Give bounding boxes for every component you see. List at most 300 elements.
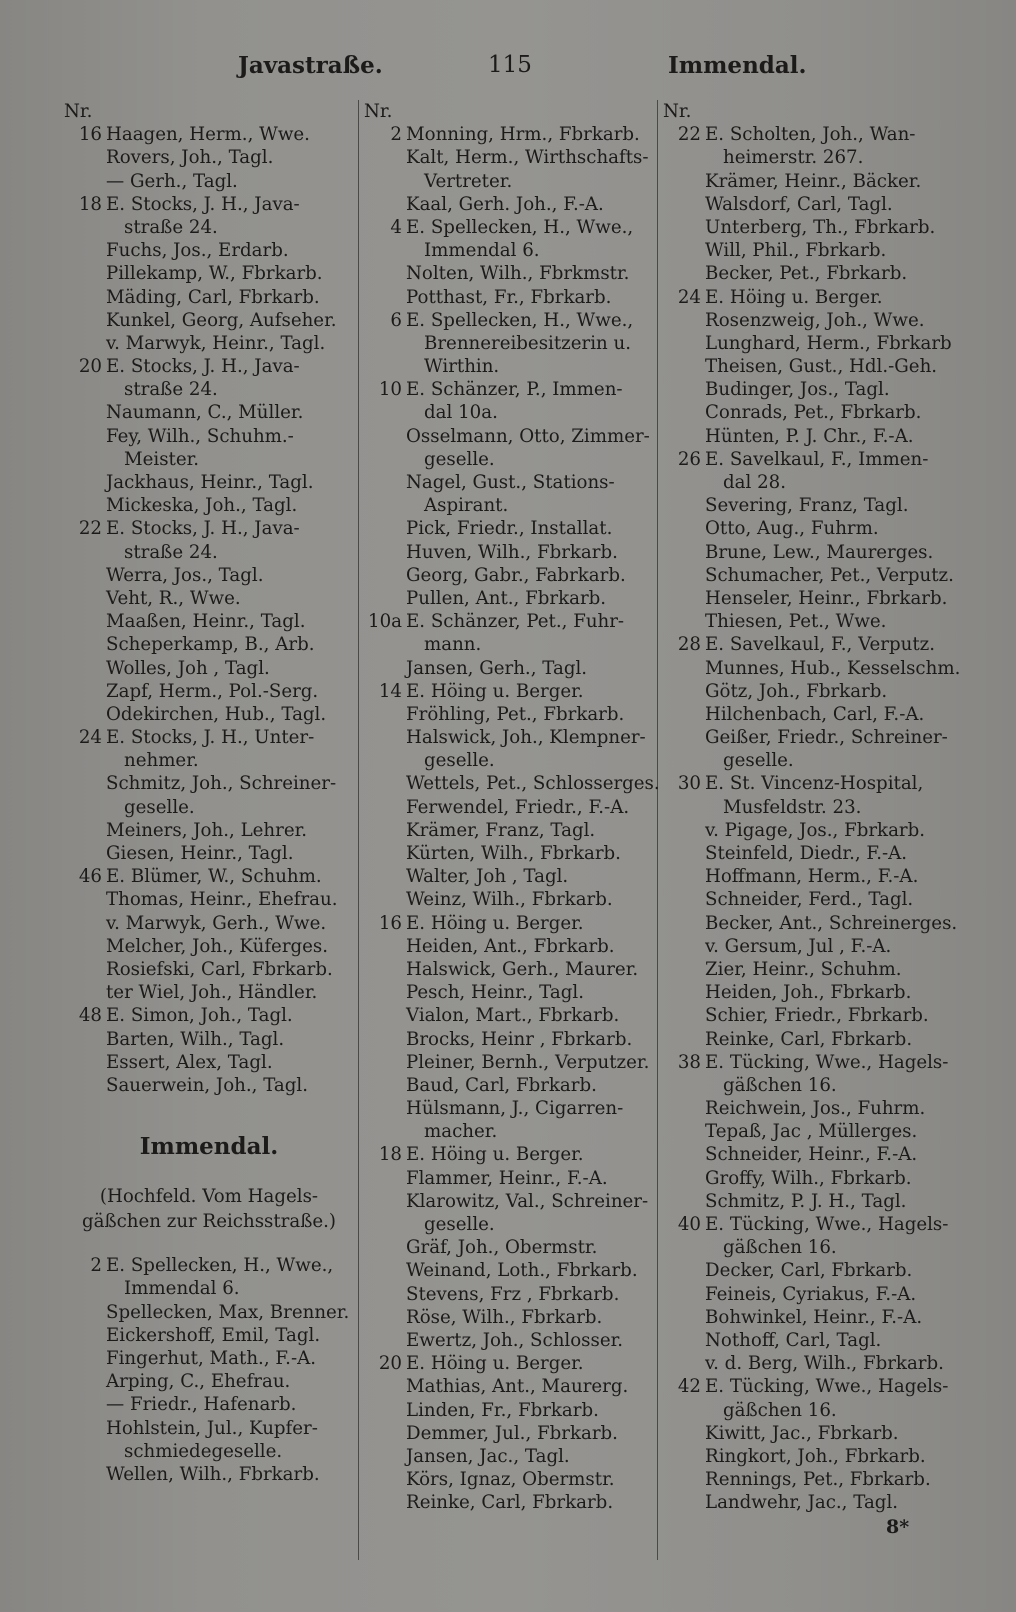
house-number	[64, 146, 106, 169]
house-number	[64, 633, 106, 656]
directory-entry	[663, 865, 963, 888]
directory-entry	[364, 703, 654, 726]
house-number	[364, 633, 406, 656]
directory-entry	[364, 123, 654, 146]
resident-text: Becker, Ant., Schreinerges.	[705, 912, 958, 934]
house-number	[663, 1190, 705, 1213]
resident-text: Schneider, Ferd., Tagl.	[705, 889, 914, 911]
resident-text: Melcher, Joh., Küferges.	[106, 935, 329, 957]
resident-text: Klarowitz, Val., Schreiner-	[406, 1190, 649, 1212]
house-number	[64, 958, 106, 981]
house-number	[364, 657, 406, 680]
directory-entry	[663, 1399, 963, 1422]
directory-entry	[364, 1004, 654, 1027]
directory-entry	[364, 657, 654, 680]
resident-text: Spellecken, Max, Brenner.	[106, 1301, 350, 1323]
directory-entry	[64, 1301, 354, 1324]
directory-entry	[364, 819, 654, 842]
section-title: Immendal.	[139, 1133, 279, 1161]
resident-text: Osselmann, Otto, Zimmer-	[406, 425, 650, 447]
house-number: 10a	[368, 611, 402, 633]
directory-entry	[64, 912, 354, 935]
directory-entry	[663, 123, 963, 146]
house-number: 22	[677, 124, 701, 146]
house-number	[663, 1236, 705, 1259]
house-number	[364, 1028, 406, 1051]
directory-entry	[64, 796, 354, 819]
directory-entry	[663, 517, 963, 540]
resident-text: Walter, Joh , Tagl.	[406, 866, 569, 888]
resident-text: — Friedr., Hafenarb.	[106, 1394, 297, 1416]
resident-text: Fey, Wilh., Schuhm.-	[106, 425, 294, 447]
house-number	[663, 935, 705, 958]
directory-entry	[663, 193, 963, 216]
resident-text: Nolten, Wilh., Fbrkmstr.	[406, 263, 630, 285]
directory-entry	[663, 1167, 963, 1190]
resident-text: Giesen, Heinr., Tagl.	[106, 843, 294, 864]
resident-text: Hoffmann, Herm., F.-A.	[705, 866, 919, 888]
house-number	[64, 1440, 106, 1463]
page-number: 115	[488, 52, 532, 78]
resident-text: Landwehr, Jac., Tagl.	[705, 1492, 899, 1514]
house-number	[364, 796, 406, 819]
directory-entry	[663, 170, 963, 193]
house-number	[663, 865, 705, 888]
resident-text: Henseler, Heinr., Fbrkarb.	[705, 587, 948, 609]
directory-entry	[64, 309, 354, 332]
house-number	[663, 517, 705, 540]
column-1	[64, 100, 354, 1486]
directory-entry	[64, 332, 354, 355]
house-number	[364, 564, 406, 587]
resident-text: gäßchen 16.	[723, 1399, 837, 1421]
resident-text: v. Gersum, Jul , F.-A.	[705, 935, 892, 957]
house-number	[364, 1422, 406, 1445]
resident-text: E. Savelkaul, F., Immen-	[705, 448, 929, 470]
directory-entry	[64, 170, 354, 193]
resident-text: v. Marwyk, Heinr., Tagl.	[106, 332, 326, 354]
directory-entry	[364, 378, 654, 401]
resident-text: Körs, Ignaz, Obermstr.	[406, 1469, 615, 1491]
house-number	[663, 332, 705, 355]
house-number	[364, 1167, 406, 1190]
house-number	[663, 262, 705, 285]
directory-entry	[364, 471, 654, 494]
resident-text: Ringkort, Joh., Fbrkarb.	[705, 1445, 926, 1467]
directory-entry	[663, 587, 963, 610]
directory-entry	[64, 541, 354, 564]
directory-entry	[364, 216, 654, 239]
directory-entry	[364, 981, 654, 1004]
house-number: 2	[390, 124, 402, 146]
directory-entry	[364, 425, 654, 448]
house-number	[663, 819, 705, 842]
directory-entry	[663, 494, 963, 517]
resident-text: Bohwinkel, Heinr., F.-A.	[705, 1306, 923, 1328]
directory-entry	[663, 1097, 963, 1120]
house-number	[64, 1277, 106, 1300]
house-number	[64, 1347, 106, 1370]
resident-text: Jackhaus, Heinr., Tagl.	[106, 472, 314, 493]
house-number: 14	[378, 680, 402, 702]
directory-entry	[663, 564, 963, 587]
house-number	[663, 1259, 705, 1282]
house-number	[364, 1004, 406, 1027]
resident-text: Conrads, Pet., Fbrkarb.	[705, 402, 922, 424]
resident-text: E. Höing u. Berger.	[406, 680, 584, 702]
directory-entry	[64, 517, 354, 540]
resident-text: Krämer, Heinr., Bäcker.	[705, 170, 922, 192]
directory-entry	[663, 633, 963, 656]
directory-entry	[64, 842, 354, 865]
resident-text: Monning, Hrm., Fbrkarb.	[406, 124, 640, 146]
house-number: 16	[378, 912, 402, 934]
resident-text: Kürten, Wilh., Fbrkarb.	[406, 843, 621, 864]
resident-text: Fuchs, Jos., Erdarb.	[106, 240, 289, 262]
directory-entry	[364, 309, 654, 332]
house-number	[64, 262, 106, 285]
house-number	[64, 332, 106, 355]
resident-text: E. St. Vincenz-Hospital,	[705, 773, 924, 795]
directory-entry	[64, 1440, 354, 1463]
directory-entry	[364, 1213, 654, 1236]
house-number	[64, 657, 106, 680]
resident-text: Reinke, Carl, Fbrkarb.	[406, 1492, 614, 1514]
directory-entry	[364, 796, 654, 819]
house-number	[364, 749, 406, 772]
directory-entry	[663, 1259, 963, 1282]
resident-text: Brocks, Heinr , Fbrkarb.	[406, 1028, 633, 1050]
house-number	[663, 1097, 705, 1120]
house-number: 48	[78, 1005, 102, 1027]
house-number: 6	[390, 309, 402, 331]
resident-text: Pillekamp, W., Fbrkarb.	[106, 263, 323, 285]
directory-entry	[663, 378, 963, 401]
resident-text: geselle.	[424, 750, 495, 772]
directory-entry	[64, 819, 354, 842]
house-number	[364, 842, 406, 865]
resident-text: heimerstr. 267.	[723, 147, 864, 169]
resident-text: Potthast, Fr., Fbrkarb.	[406, 286, 612, 308]
signature-mark: 8*	[886, 1516, 910, 1538]
directory-entry	[64, 1028, 354, 1051]
directory-entry	[663, 703, 963, 726]
resident-text: Ferwendel, Friedr., F.-A.	[406, 796, 630, 818]
resident-text: E. Stocks, J. H., Java-	[106, 193, 300, 215]
directory-entry	[64, 1393, 354, 1416]
house-number	[64, 703, 106, 726]
directory-entry	[64, 633, 354, 656]
resident-text: Werra, Jos., Tagl.	[106, 564, 264, 586]
directory-entry	[64, 1347, 354, 1370]
directory-entry	[64, 146, 354, 169]
house-number: 16	[78, 124, 102, 146]
resident-text: Lunghard, Herm., Fbrkarb	[705, 332, 952, 354]
house-number	[364, 1445, 406, 1468]
resident-text: Fingerhut, Math., F.-A.	[106, 1348, 317, 1370]
resident-text: Becker, Pet., Fbrkarb.	[705, 263, 908, 285]
resident-text: Götz, Joh., Fbrkarb.	[705, 680, 888, 702]
house-number: 20	[78, 356, 102, 378]
resident-text: Kaal, Gerh. Joh., F.-A.	[406, 193, 604, 215]
directory-entry	[64, 657, 354, 680]
resident-text: Thomas, Heinr., Ehefrau.	[106, 889, 338, 911]
directory-entry	[364, 958, 654, 981]
nr-label: Nr.	[364, 101, 393, 122]
directory-entry	[364, 1352, 654, 1375]
house-number	[64, 425, 106, 448]
directory-entry	[64, 1277, 354, 1300]
resident-text: Rovers, Joh., Tagl.	[106, 147, 274, 169]
directory-entry	[663, 1352, 963, 1375]
resident-text: E. Höing u. Berger.	[406, 1353, 584, 1375]
house-number	[64, 239, 106, 262]
resident-text: Pullen, Ant., Fbrkarb.	[406, 587, 607, 609]
resident-text: dal 28.	[723, 472, 787, 493]
resident-text: Jansen, Gerh., Tagl.	[406, 657, 588, 679]
directory-entry	[663, 1028, 963, 1051]
house-number	[64, 309, 106, 332]
house-number	[64, 842, 106, 865]
resident-text: Nagel, Gust., Stations-	[406, 472, 615, 493]
directory-entry	[663, 448, 963, 471]
directory-entry	[364, 1051, 654, 1074]
house-number	[364, 471, 406, 494]
resident-text: gäßchen 16.	[723, 1237, 837, 1259]
house-number	[663, 1352, 705, 1375]
directory-entry	[364, 262, 654, 285]
house-number	[663, 981, 705, 1004]
resident-text: E. Schänzer, Pet., Fuhr-	[406, 611, 625, 633]
resident-text: Maaßen, Heinr., Tagl.	[106, 611, 306, 633]
house-number	[64, 749, 106, 772]
directory-entry	[663, 610, 963, 633]
house-number	[64, 587, 106, 610]
house-number	[663, 1120, 705, 1143]
directory-entry	[64, 401, 354, 424]
house-number	[64, 286, 106, 309]
resident-text: Wolles, Joh , Tagl.	[106, 657, 270, 679]
resident-text: Wirthin.	[424, 356, 500, 378]
resident-text: Wellen, Wilh., Fbrkarb.	[106, 1463, 320, 1485]
resident-text: Baud, Carl, Fbrkarb.	[406, 1074, 597, 1096]
directory-entry	[364, 587, 654, 610]
resident-text: Sauerwein, Joh., Tagl.	[106, 1074, 308, 1096]
resident-text: Schmitz, P. J. H., Tagl.	[705, 1190, 907, 1212]
house-number	[64, 1463, 106, 1486]
resident-text: Tepaß, Jac , Müllerges.	[705, 1121, 918, 1143]
resident-text: Kunkel, Georg, Aufseher.	[106, 309, 337, 331]
directory-entry	[64, 703, 354, 726]
resident-text: Schumacher, Pet., Verputz.	[705, 564, 954, 586]
directory-entry	[64, 286, 354, 309]
directory-entry	[64, 448, 354, 471]
resident-text: Hilchenbach, Carl, F.-A.	[705, 703, 925, 725]
directory-entry	[64, 1074, 354, 1097]
resident-text: Unterberg, Th., Fbrkarb.	[705, 216, 936, 238]
house-number	[364, 541, 406, 564]
directory-entry	[364, 1468, 654, 1491]
house-number	[64, 1370, 106, 1393]
directory-entry	[663, 332, 963, 355]
house-number	[364, 1097, 406, 1120]
house-number: 30	[677, 773, 701, 795]
resident-text: Schier, Friedr., Fbrkarb.	[705, 1005, 929, 1027]
section-description-line: (Hochfeld. Vom Hagels-	[99, 1186, 319, 1208]
section-description	[64, 1184, 354, 1234]
house-number	[364, 935, 406, 958]
resident-text: Reichwein, Jos., Fuhrm.	[705, 1098, 926, 1120]
directory-entry	[663, 309, 963, 332]
house-number	[364, 587, 406, 610]
resident-text: nehmer.	[124, 750, 199, 772]
house-number	[663, 749, 705, 772]
house-number	[364, 517, 406, 540]
column-2-entries	[364, 123, 660, 1514]
resident-text: straße 24.	[124, 216, 218, 238]
directory-entry	[64, 1370, 354, 1393]
directory-entry	[663, 888, 963, 911]
directory-entry	[364, 1445, 654, 1468]
directory-entry	[64, 935, 354, 958]
directory-entry	[364, 888, 654, 911]
section-entries	[64, 1254, 354, 1486]
house-number	[663, 587, 705, 610]
directory-entry	[364, 912, 654, 935]
house-number	[663, 680, 705, 703]
house-number	[64, 378, 106, 401]
resident-text: Röse, Wilh., Fbrkarb.	[406, 1306, 603, 1328]
house-number	[364, 958, 406, 981]
directory-entry	[663, 726, 963, 749]
house-number	[64, 541, 106, 564]
house-number	[663, 796, 705, 819]
directory-entry	[663, 981, 963, 1004]
resident-text: E. Tücking, Wwe., Hagels-	[705, 1214, 949, 1235]
directory-entry	[364, 448, 654, 471]
resident-text: Hohlstein, Jul., Kupfer-	[106, 1417, 318, 1439]
directory-entry	[663, 146, 963, 169]
directory-entry	[663, 1283, 963, 1306]
directory-entry	[364, 610, 654, 633]
resident-text: Rosiefski, Carl, Fbrkarb.	[106, 958, 333, 980]
directory-entry	[364, 1491, 654, 1514]
directory-entry	[663, 1468, 963, 1491]
directory-entry	[364, 633, 654, 656]
column-1-entries	[64, 123, 354, 1097]
house-number	[64, 935, 106, 958]
nr-label: Nr.	[663, 101, 692, 122]
directory-entry	[364, 1399, 654, 1422]
house-number	[663, 170, 705, 193]
house-number	[364, 332, 406, 355]
directory-entry	[364, 564, 654, 587]
directory-entry	[364, 1074, 654, 1097]
directory-entry	[64, 680, 354, 703]
resident-text: geselle.	[424, 1214, 495, 1235]
resident-text: Weinz, Wilh., Fbrkarb.	[406, 889, 613, 911]
directory-entry	[364, 772, 660, 795]
directory-entry	[663, 1491, 963, 1514]
directory-entry	[364, 1236, 654, 1259]
house-number	[663, 1399, 705, 1422]
resident-text: Meister.	[124, 448, 200, 470]
house-number	[364, 355, 406, 378]
resident-text: Mathias, Ant., Maurerg.	[406, 1376, 629, 1398]
house-number	[364, 772, 406, 795]
resident-text: E. Stocks, J. H., Java-	[106, 518, 300, 540]
resident-text: Munnes, Hub., Kesselschm.	[705, 657, 961, 679]
house-number	[663, 494, 705, 517]
house-number	[663, 1143, 705, 1166]
resident-text: Krämer, Franz, Tagl.	[406, 819, 596, 841]
house-number	[64, 610, 106, 633]
resident-text: Haagen, Herm., Wwe.	[106, 124, 310, 146]
directory-entry	[364, 1120, 654, 1143]
house-number	[64, 1051, 106, 1074]
directory-entry	[663, 286, 963, 309]
house-number	[364, 819, 406, 842]
directory-entry	[364, 494, 654, 517]
directory-entry	[364, 1283, 654, 1306]
resident-text: Vertreter.	[424, 170, 513, 192]
resident-text: Kalt, Herm., Wirthschafts-	[406, 147, 649, 169]
resident-text: E. Savelkaul, F., Verputz.	[705, 634, 936, 656]
directory-entry	[364, 1143, 654, 1166]
directory-entry	[64, 1254, 354, 1277]
directory-entry	[364, 1167, 654, 1190]
resident-text: Pick, Friedr., Installat.	[406, 518, 613, 540]
resident-text: Halswick, Gerh., Maurer.	[406, 958, 639, 980]
house-number	[364, 1306, 406, 1329]
house-number	[663, 193, 705, 216]
house-number	[663, 1445, 705, 1468]
resident-text: Brennereibesitzerin u.	[424, 332, 631, 354]
directory-entry	[663, 1445, 963, 1468]
resident-text: Georg, Gabr., Fabrkarb.	[406, 564, 626, 586]
resident-text: Scheperkamp, B., Arb.	[106, 634, 315, 656]
resident-text: Geißer, Friedr., Schreiner-	[705, 727, 948, 749]
house-number	[364, 726, 406, 749]
directory-entry	[364, 935, 654, 958]
directory-entry	[663, 1213, 963, 1236]
resident-text: Steinfeld, Diedr., F.-A.	[705, 843, 908, 864]
resident-text: Mäding, Carl, Fbrkarb.	[106, 286, 320, 308]
house-number	[64, 981, 106, 1004]
house-number	[364, 286, 406, 309]
house-number	[663, 657, 705, 680]
resident-text: Schneider, Heinr., F.-A.	[705, 1144, 918, 1166]
resident-text: Ewertz, Joh., Schlosser.	[406, 1329, 624, 1351]
house-number	[364, 1120, 406, 1143]
resident-text: Arping, C., Ehefrau.	[106, 1371, 291, 1393]
directory-entry	[663, 471, 963, 494]
directory-entry	[364, 865, 654, 888]
house-number	[364, 1468, 406, 1491]
directory-entry	[64, 239, 354, 262]
resident-text: — Gerh., Tagl.	[106, 170, 238, 192]
house-number	[364, 1491, 406, 1514]
house-number	[364, 1399, 406, 1422]
directory-entry	[64, 1004, 354, 1027]
directory-entry	[663, 1143, 963, 1166]
directory-entry	[64, 865, 354, 888]
directory-entry	[364, 1190, 654, 1213]
resident-text: Linden, Fr., Fbrkarb.	[406, 1399, 599, 1421]
house-number: 18	[78, 193, 102, 215]
directory-entry	[364, 1028, 654, 1051]
resident-text: v. Marwyk, Gerh., Wwe.	[106, 912, 327, 934]
